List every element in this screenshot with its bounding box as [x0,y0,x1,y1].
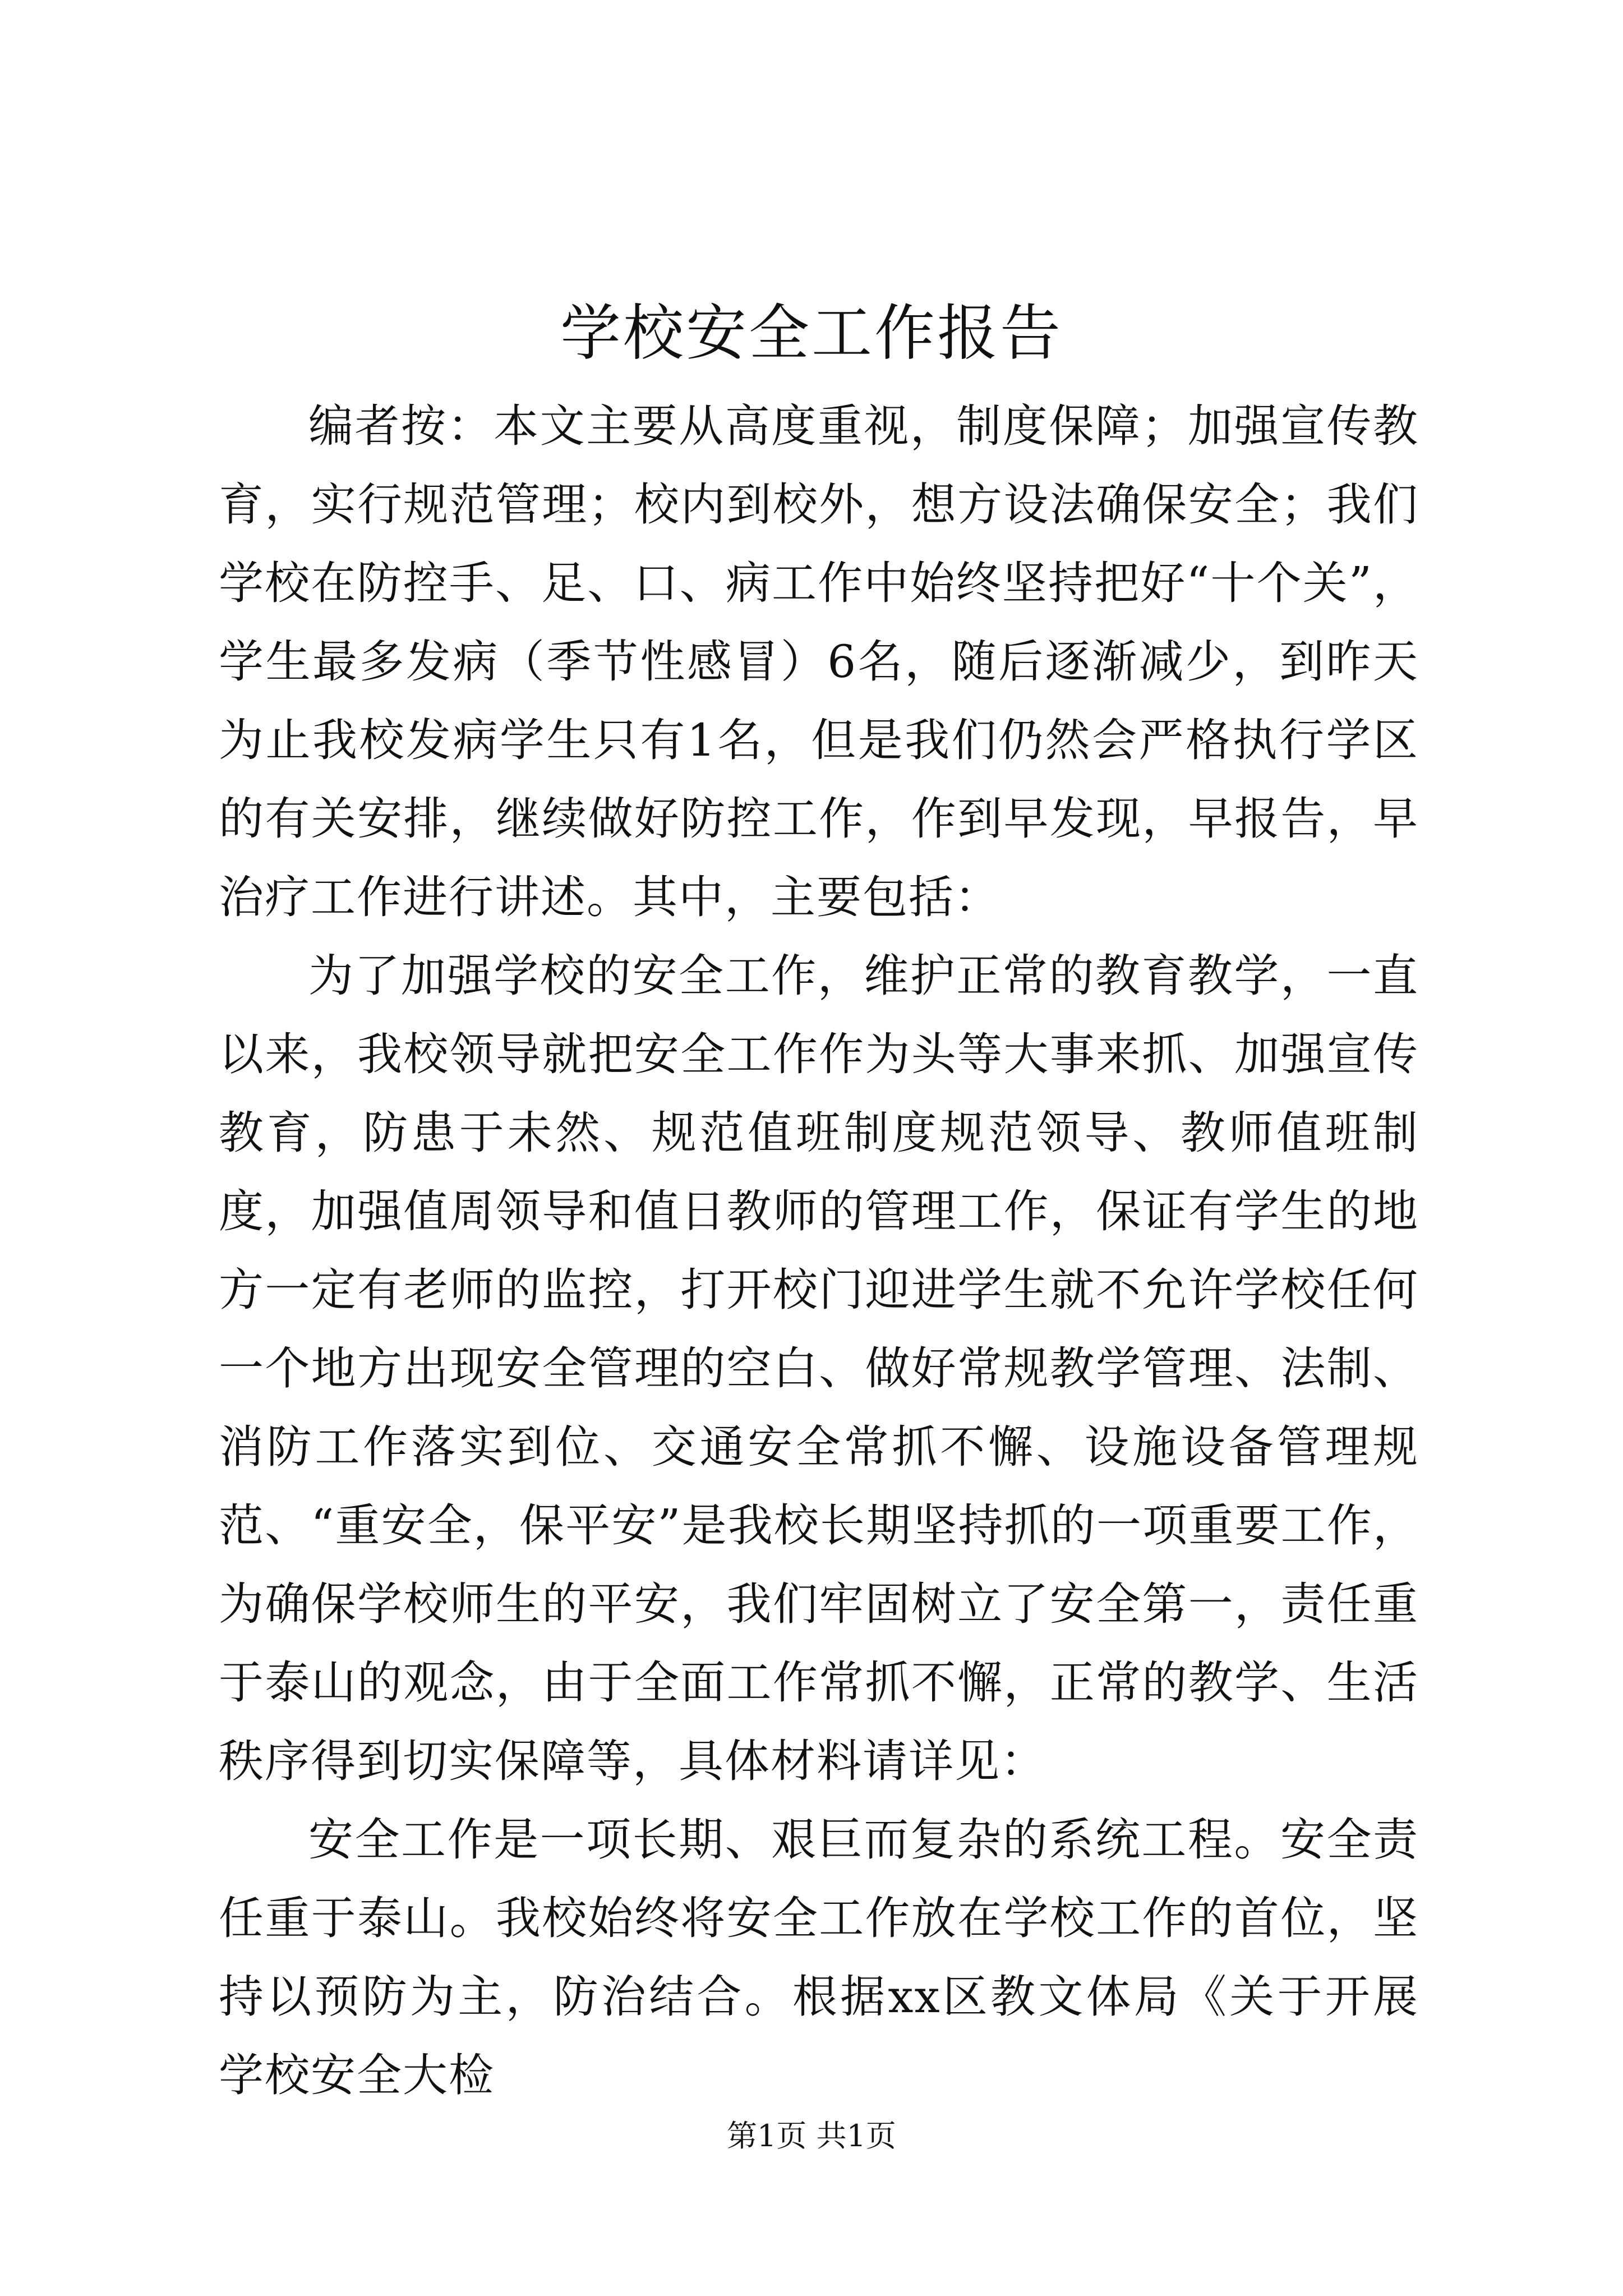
page-footer: 第1页 共1页 [727,2118,896,2154]
paragraph-editor-note: 编者按：本文主要从高度重视，制度保障；加强宣传教育，实行规范管理；校内到校外，想方设法确保安全；我们学校在防控手、足、口、病工作中始终坚持把好“十个关”，学生最多发病（季节性感冒）6名，随后逐渐减少，到昨天为止我校发病学生只有1名，但是我们仍然会严格执行学区的有关安排，继续做好防控工作，作到早发现，早报告，早治疗工作进行讲述。其中，主要包括： [219,400,1419,923]
document-body [219,387,1419,2115]
paragraph-safety-work: 为了加强学校的安全工作，维护正常的教育教学，一直以来，我校领导就把安全工作作为头等大事来抓、加强宣传教育，防患于未然、规范值班制度规范领导、教师值班制度，加强值周领导和值日教师的管理工作，保证有学生的地方一定有老师的监控，打开校门迎进学生就不允许学校任何一个地方出现安全管理的空白、做好常规教学管理、法制、消防工作落实到位、交通安全常抓不懈、设施设备管理规范、“重安全，保平安”是我校长期坚持抓的一项重要工作，为确保学校师生的平安，我们牢固树立了安全第一，责任重于泰山的观念，由于全面工作常抓不懈，正常的教学、生活秩序得到切实保障等，具体材料请详见： [219,950,1419,1787]
paragraph-system-engineering: 安全工作是一项长期、艰巨而复杂的系统工程。安全责任重于泰山。我校始终将安全工作放在学校工作的首位，坚持以预防为主，防治结合。根据xx区教文体局《关于开展学校安全大检 [219,1814,1419,2101]
document-title: 学校安全工作报告 [560,298,1063,369]
